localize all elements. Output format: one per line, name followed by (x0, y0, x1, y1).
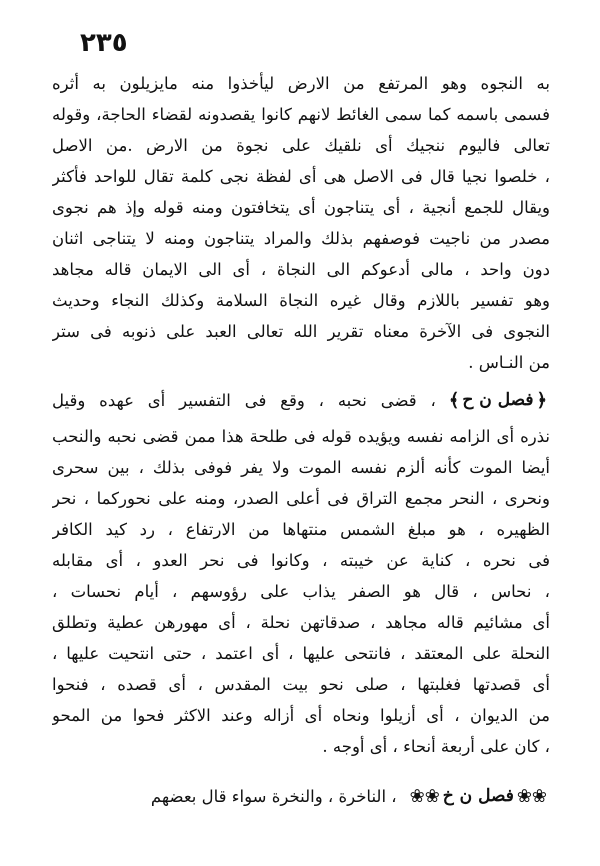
text-line: نذره أى الزامه نفسه ويؤيده قوله فى طلحة هذا ممن قضى نحبه والنحب (52, 427, 550, 446)
section-title (446, 390, 550, 411)
text-line: مصدر من ناجيت فوصفهم بذلك والمراد يتناجون ومنه لا يتناجى اثنان (52, 229, 550, 248)
text-line: به النجوه وهو المرتفع من الارض ليأخذوا منه مايزيلون به أثره (52, 74, 550, 93)
text-line: تعالى فاليوم ننجيك أى نلقيك على نجوة من الارض .من الاصل (52, 136, 550, 155)
text-line: ، خلصوا نجيا قال فى الاصل هى أى لفظة نجى كلمة تقال للواحد فأكثر (52, 167, 550, 186)
section-heading-line (52, 779, 550, 813)
text-line: ونحرى ، النحر مجمع التراق فى أعلى الصدر، ومنه على نحوركما ، نحر (52, 489, 550, 508)
text-line: ، نحاس ، قال هو الصفر يذاب على رؤوسهم ، أيام نحسات ، (52, 582, 550, 601)
section-heading-nun-kha (52, 779, 550, 813)
text-line: فى نحره ، كناية عن خيبته ، وكانوا فى نحر العدو ، أى مقابله (52, 551, 550, 570)
page-number: ٢٣٥ (80, 28, 128, 58)
text-line: دون واحد ، مالى أدعوكم الى النجاة ، أى الى الايمان قاله مجاهد (52, 260, 550, 279)
text-line: النجوى فى الآخرة معناه تقرير الله تعالى العبد على ذنوبه فى ستر (52, 322, 550, 341)
ornament-close-icon: ﴾ (448, 389, 460, 411)
section-heading-line (52, 383, 550, 417)
text-line: الظهيره ، هو مبلغ الشمس منتهاها من الارتفاع ، رد كيد الكافر (52, 520, 550, 539)
ornament-open-icon: ﴿ (536, 389, 547, 411)
section-label: فصل ن ح (462, 390, 534, 410)
text-line: ويقال للجمع أنجية ، أى يتناجون أى يتخافتون ومنه قوله وإذ هم نجوى (52, 198, 550, 217)
text-line: النحلة على المعتقد ، فانتحى عليها ، أى اعتمد ، حتى انتحيت عليها ، (52, 644, 550, 663)
text-line: أيضا الموت كأنه ألزم نفسه الموت ولا يفر فوفى بذلك ، بين سحرى (52, 458, 550, 477)
section-text: ، قضى نحبه ، وقع فى التفسير أى عهده وقيل (52, 390, 436, 410)
text-line: أى قصدتها فغلبتها ، صلى نحو بيت المقدس ، أى قصده ، فنحوا (52, 675, 550, 694)
section-text: ، الناخرة ، والنخرة سواء قال بعضهم (150, 786, 397, 806)
paragraph-block-1 (52, 68, 550, 378)
ornament-close-icon: ❀❀ (409, 785, 440, 807)
section-label: فصل ن خ (442, 786, 514, 806)
section-title (407, 786, 550, 807)
paragraph-block-2 (52, 421, 550, 762)
section-heading-nun-ha (52, 383, 550, 417)
text-line: ، كان على أربعة أنحاء ، أى أوجه . (322, 737, 550, 756)
ornament-open-icon: ❀❀ (516, 785, 547, 807)
text-line: من النـاس . (468, 353, 550, 372)
text-line: فسمى باسمه كما سمى الغائط لانهم كانوا يقصدونه لقضاء الحاجة، وقوله (52, 105, 550, 124)
text-line: أى مشائيم قاله مجاهد ، صدقاتهن نحلة ، أى مهورهن عطية وتطلق (52, 613, 550, 632)
text-line: من الديوان ، أى أزيلوا ونحاه أى أزاله وعند الاكثر فحوا من المحو (52, 706, 550, 725)
text-line: وهو تفسير باللازم وقال غيره النجاة السلامة وكذلك النجاء وحديث (52, 291, 550, 310)
